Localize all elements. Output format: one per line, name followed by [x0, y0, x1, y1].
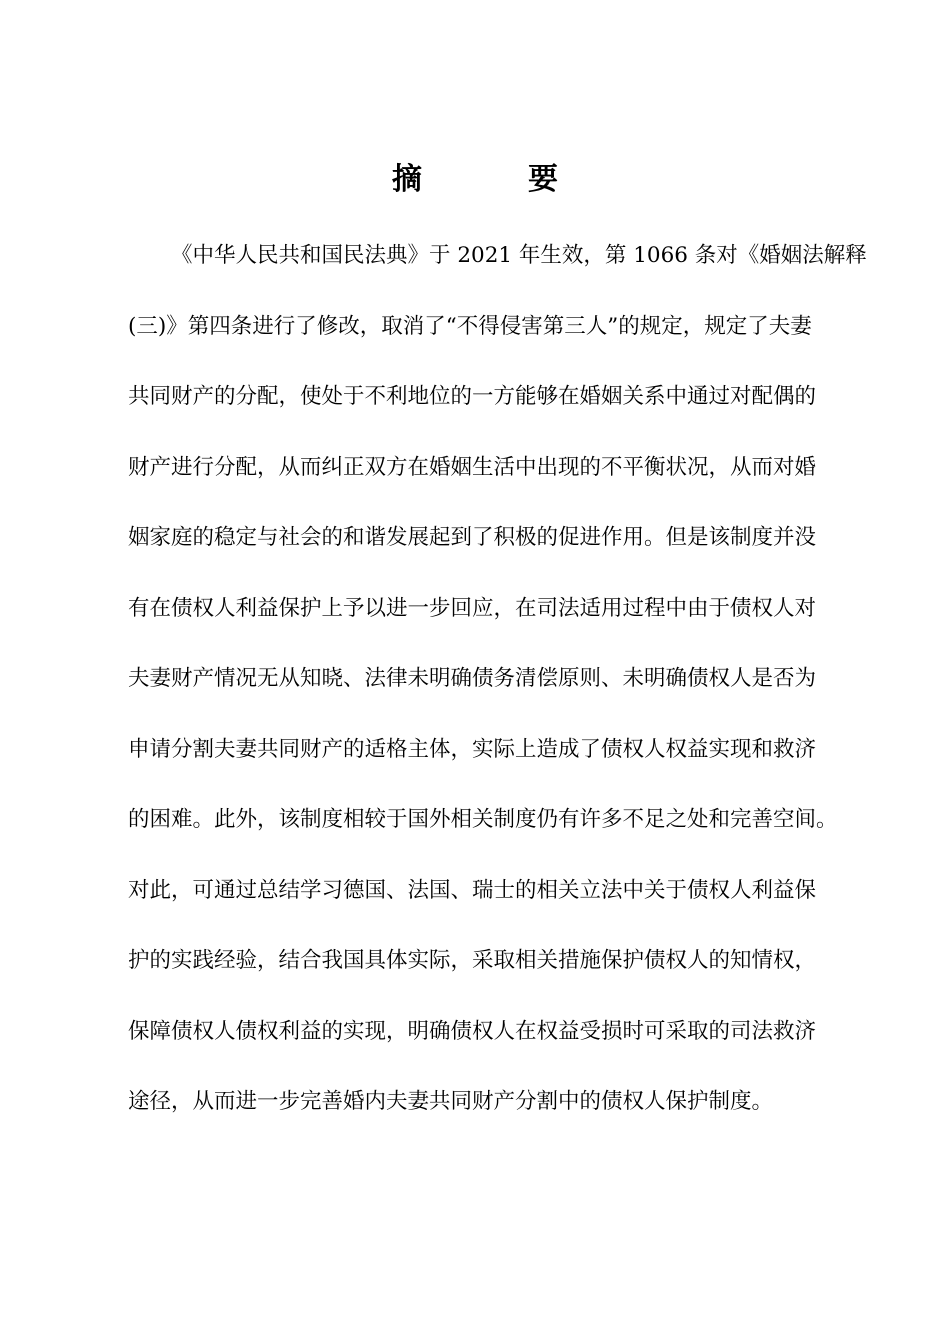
paragraph-line: 对此，可通过总结学习德国、法国、瑞士的相关立法中关于债权人利益保 [128, 877, 817, 903]
paragraph-line: 夫妻财产情况无从知晓、法律未明确债务清偿原则、未明确债权人是否为 [128, 666, 817, 691]
paragraph-line: 保障债权人债权利益的实现，明确债权人在权益受损时可采取的司法救济 [128, 1018, 817, 1044]
page-title: 摘 要 [392, 162, 596, 197]
paragraph-line: 途径，从而进一步完善婚内夫妻共同财产分割中的债权人保护制度。 [128, 1089, 774, 1114]
paragraph-line: 的困难。此外，该制度相较于国外相关制度仍有许多不足之处和完善空间。 [128, 807, 838, 832]
paragraph-line: (三)》第四条进行了修改，取消了“不得侵害第三人”的规定，规定了夫妻 [128, 313, 812, 339]
paragraph-line: 护的实践经验，结合我国具体实际，采取相关措施保护债权人的知情权， [128, 948, 817, 973]
paragraph-line: 共同财产的分配，使处于不利地位的一方能够在婚姻关系中通过对配偶的 [128, 384, 817, 409]
paragraph-line: 申请分割夫妻共同财产的适格主体，实际上造成了债权人权益实现和救济 [128, 736, 817, 762]
paragraph-line: 姻家庭的稳定与社会的和谐发展起到了积极的促进作用。但是该制度并没 [128, 525, 817, 550]
paragraph-line: 财产进行分配，从而纠正双方在婚姻生活中出现的不平衡状况，从而对婚 [128, 454, 817, 480]
abstract-paragraph [128, 232, 868, 1149]
paragraph-line: 《中华人民共和国民法典》于 2021 年生效，第 1066 条对《婚姻法解释 [171, 243, 867, 268]
paragraph-line: 有在债权人利益保护上予以进一步回应，在司法适用过程中由于债权人对 [128, 595, 817, 621]
